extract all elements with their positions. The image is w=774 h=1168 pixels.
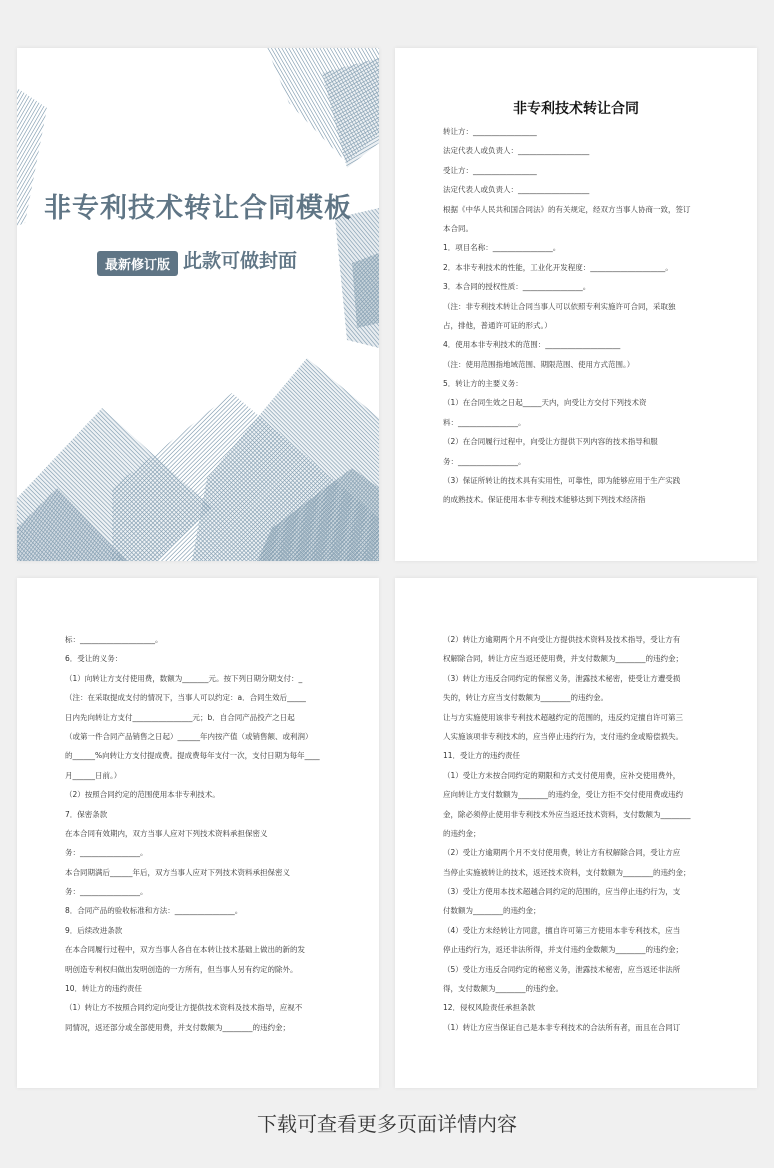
text-line: 停止违约行为，返还非法所得，并支付违约金数额为________的违约金； bbox=[443, 945, 683, 955]
text-line: （3）转让方违反合同约定的保密义务，泄露技术秘密，使受让方遭受损 bbox=[443, 673, 681, 683]
text-line: 本合同。 bbox=[443, 223, 473, 233]
text-line: （注：非专利技术转让合同当事人可以依照专利实施许可合同，采取独 bbox=[443, 301, 676, 311]
cover-subtitle: 此款可做封面 bbox=[183, 250, 298, 272]
text-line: 日内先向转让方支付________________元；b．自合同产品投产之日起 bbox=[65, 712, 295, 722]
text-line: 5．转让方的主要义务： bbox=[443, 379, 523, 389]
text-line: 10．转让方的违约责任 bbox=[65, 984, 143, 994]
text-line: 转让方：_________________ bbox=[443, 127, 537, 136]
text-line: （3）保证所转让的技术具有实用性，可靠性，即为能够应用于生产实践 bbox=[443, 476, 681, 486]
text-line: （5）受让方违反合同约定的秘密义务，泄露技术秘密，应当返还非法所 bbox=[443, 964, 681, 974]
revision-badge: 最新修订版 bbox=[97, 251, 178, 276]
text-line: 3．本合同的授权性质：________________。 bbox=[443, 282, 591, 292]
text-line: 标：____________________。 bbox=[65, 635, 163, 644]
text-line: 明创造专利权归做出发明创造的一方所有，但当事人另有约定的除外。 bbox=[65, 964, 298, 974]
text-line: 让与方实施使用该非专利技术超越约定的范围的，违反约定擅自许可第三 bbox=[443, 712, 683, 722]
text-line: 同情况，返还部分或全部使用费，并支付数额为________的违约金； bbox=[65, 1022, 290, 1032]
text-line: 在本合同有效期内，双方当事人应对下列技术资料承担保密义 bbox=[65, 828, 268, 838]
contract-text-block bbox=[443, 630, 709, 1037]
contract-page-3 bbox=[395, 578, 757, 1088]
text-line: 人实施该项非专利技术的，应当停止违约行为，支付违约金或赔偿损失。 bbox=[443, 731, 683, 741]
text-line: 9．后续改进条款 bbox=[65, 925, 123, 935]
text-line: 料：________________。 bbox=[443, 417, 526, 427]
text-line: 的违约金； bbox=[443, 828, 481, 838]
text-line: 12．侵权风险责任承担条款 bbox=[443, 1003, 536, 1013]
text-line: 8．合同产品的验收标准和方法：________________。 bbox=[65, 906, 243, 916]
text-line: 月______日前。） bbox=[65, 770, 122, 780]
text-line: （1）受让方未按合同约定的期限和方式支付使用费，应补交使用费外， bbox=[443, 770, 681, 780]
contract-page-1 bbox=[395, 48, 757, 561]
contract-text-block bbox=[65, 630, 331, 1037]
text-line: 法定代表人或负责人：___________________ bbox=[443, 146, 590, 156]
text-line: 的______%向转让方支付提成费。提成费每年支付一次，支付日期为每年____ bbox=[65, 751, 320, 761]
text-line: 占，排他，普通许可证的形式。） bbox=[443, 320, 552, 330]
text-line: （2）转让方逾期两个月不向受让方提供技术资料及技术指导，受让方有 bbox=[443, 635, 681, 644]
text-line: （2）受让方逾期两个月不支付使用费，转让方有权解除合同，受让方应 bbox=[443, 848, 681, 858]
text-line: 付数额为________的违约金； bbox=[443, 906, 541, 916]
text-line: 当停止实施被转让的技术，返还技术资料，支付数额为________的违约金； bbox=[443, 867, 691, 877]
contract-title: 非专利技术转让合同 bbox=[513, 101, 639, 117]
text-line: （或第一件合同产品销售之日起）______年内按产值（或销售额、或利润） bbox=[65, 731, 313, 741]
text-line: 本合同期满后______年后，双方当事人应对下列技术资料承担保密义 bbox=[65, 867, 290, 877]
text-line: 的成熟技术。保证使用本非专利技术能够达到下列技术经济指 bbox=[443, 495, 646, 505]
text-line: 4．使用本非专利技术的范围：____________________ bbox=[443, 340, 621, 350]
text-line: （注：在采取提成支付的情况下，当事人可以约定：a．合同生效后_____ bbox=[65, 693, 306, 703]
text-line: 7．保密条款 bbox=[65, 809, 108, 819]
text-line: （1）转让方应当保证自己是本非专利技术的合法所有者，而且在合同订 bbox=[443, 1022, 681, 1032]
text-line: 务：________________。 bbox=[443, 456, 526, 466]
text-line: 根据《中华人民共和国合同法》的有关规定，经双方当事人协商一致，签订 bbox=[443, 204, 691, 214]
text-line: （2）按照合同约定的范围使用本非专利技术。 bbox=[65, 790, 220, 800]
cover-page bbox=[17, 48, 379, 561]
text-line: （注：使用范围指地域范围、期限范围、使用方式范围。） bbox=[443, 359, 635, 369]
text-line: 务：________________。 bbox=[65, 848, 148, 858]
text-line: 2．本非专利技术的性能，工业化开发程度：____________________。 bbox=[443, 262, 673, 272]
download-more-text: 下载可查看更多页面详情内容 bbox=[257, 1112, 517, 1136]
text-line: 权解除合同，转让方应当返还使用费，并支付数额为________的违约金； bbox=[443, 654, 683, 664]
text-line: 法定代表人或负责人：___________________ bbox=[443, 185, 590, 195]
text-line: 金，除必须停止使用非专利技术外应当返还技术资料，支付数额为________ bbox=[443, 809, 691, 819]
text-line: 6．受让的义务： bbox=[65, 654, 123, 664]
contract-text-block bbox=[443, 122, 709, 510]
text-line: 在本合同履行过程中，双方当事人各自在本转让技术基础上做出的新的发 bbox=[65, 945, 305, 955]
text-line: （1）在合同生效之日起_____天内，向受让方交付下列技术资 bbox=[443, 398, 647, 408]
text-line: 11．受让方的违约责任 bbox=[443, 751, 521, 761]
text-line: 受让方：_________________ bbox=[443, 165, 537, 175]
cover-title: 非专利技术转让合同模板 bbox=[44, 193, 352, 224]
text-line: （1）转让方不按照合同约定向受让方提供技术资料及技术指导，应视不 bbox=[65, 1003, 303, 1013]
text-line: （2）在合同履行过程中，向受让方提供下列内容的技术指导和服 bbox=[443, 437, 658, 447]
text-line: （1）向转让方支付使用费，数额为_______元。按下列日期分期支付：_ bbox=[65, 673, 303, 683]
text-line: （3）受让方使用本技术超越合同约定的范围的，应当停止违约行为，支 bbox=[443, 887, 681, 897]
contract-page-2 bbox=[17, 578, 379, 1088]
text-line: 得，支付数额为________的违约金。 bbox=[443, 984, 563, 994]
text-line: 失的，转让方应当支付数额为________的违约金。 bbox=[443, 693, 608, 703]
text-line: （4）受让方未经转让方同意，擅自许可第三方使用本非专利技术，应当 bbox=[443, 925, 681, 935]
text-line: 1．项目名称：________________。 bbox=[443, 243, 561, 253]
text-line: 应向转让方支付数额为________的违约金，受让方拒不交付使用费或违约 bbox=[443, 790, 683, 800]
text-line: 务：________________。 bbox=[65, 887, 148, 897]
cover-geometric-pattern bbox=[17, 48, 379, 561]
